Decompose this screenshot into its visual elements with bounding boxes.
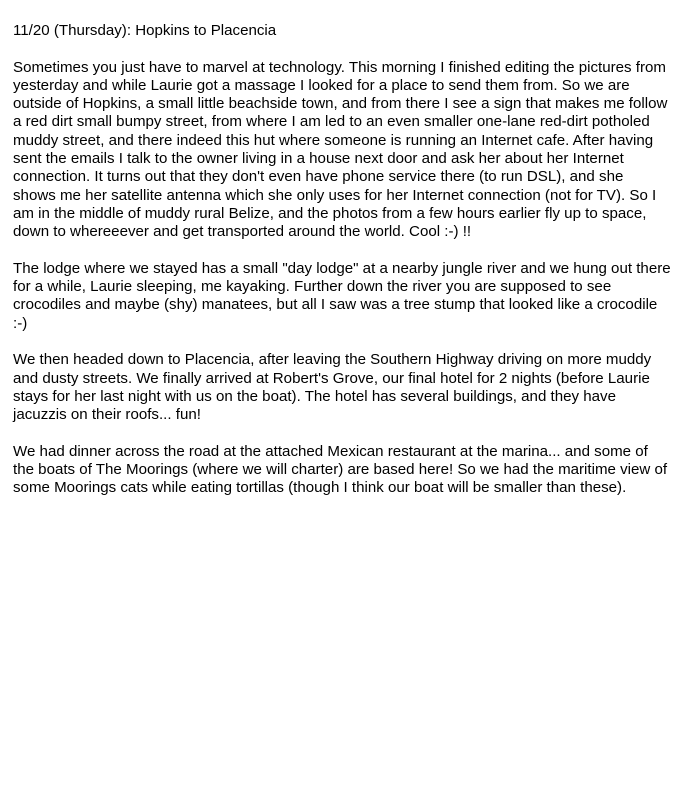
text-line: shows me her satellite antenna which she only uses for her Internet connection (not for TV). So I bbox=[13, 186, 657, 204]
journal-entry bbox=[13, 22, 697, 516]
text-line: The lodge where we stayed has a small "day lodge" at a nearby jungle river and we hung out there bbox=[13, 259, 671, 277]
text-line: outside of Hopkins, a small little beachside town, and from there I see a sign that makes me follow bbox=[13, 95, 668, 113]
paragraph-internet-cafe bbox=[13, 59, 697, 242]
paragraph-day-lodge bbox=[13, 260, 697, 333]
text-line: crocodiles and maybe (shy) manatees, but all I saw was a tree stump that looked like a crocodile bbox=[13, 296, 658, 314]
text-line: :-) bbox=[13, 314, 28, 332]
text-line: connection. It turns out that they don't even have phone service there (to run DSL), and she bbox=[13, 168, 624, 186]
text-line: for a while, Laurie sleeping, me kayaking. Further down the river you are supposed to see bbox=[13, 278, 612, 296]
text-line: sent the emails I talk to the owner living in a house next door and ask her about her Internet bbox=[13, 150, 624, 168]
text-line: down to whereeever and get transported around the world. Cool :-) !! bbox=[13, 223, 472, 241]
text-line: a red dirt small bumpy street, from where I am led to an even smaller one-lane red-dirt potholed bbox=[13, 113, 650, 131]
paragraph-placencia bbox=[13, 351, 697, 424]
text-line: am in the middle of muddy rural Belize, and the photos from a few hours earlier fly up to space, bbox=[13, 204, 647, 222]
text-line: some Moorings cats while eating tortillas (though I think our boat will be smaller than these). bbox=[13, 479, 627, 497]
text-line: We had dinner across the road at the attached Mexican restaurant at the marina... and some of bbox=[13, 442, 648, 460]
text-line: yesterday and while Laurie got a massage I looked for a place to send them from. So we are bbox=[13, 76, 630, 94]
text-line: We then headed down to Placencia, after leaving the Southern Highway driving on more muddy bbox=[13, 351, 652, 369]
text-line: and dusty streets. We finally arrived at Robert's Grove, our final hotel for 2 nights (before Laurie bbox=[13, 369, 650, 387]
paragraph-dinner bbox=[13, 443, 697, 498]
text-line: the boats of The Moorings (where we will charter) are based here! So we had the maritime view of bbox=[13, 461, 668, 479]
text-line: jacuzzis on their roofs... fun! bbox=[13, 406, 201, 424]
text-line: Sometimes you just have to marvel at technology. This morning I finished editing the pictures from bbox=[13, 58, 666, 76]
text-line: stays for her last night with us on the boat). The hotel has several buildings, and they have bbox=[13, 387, 616, 405]
entry-title: 11/20 (Thursday): Hopkins to Placencia bbox=[13, 22, 277, 39]
text-line: muddy street, and there indeed this hut where someone is running an Internet cafe. After having bbox=[13, 131, 654, 149]
